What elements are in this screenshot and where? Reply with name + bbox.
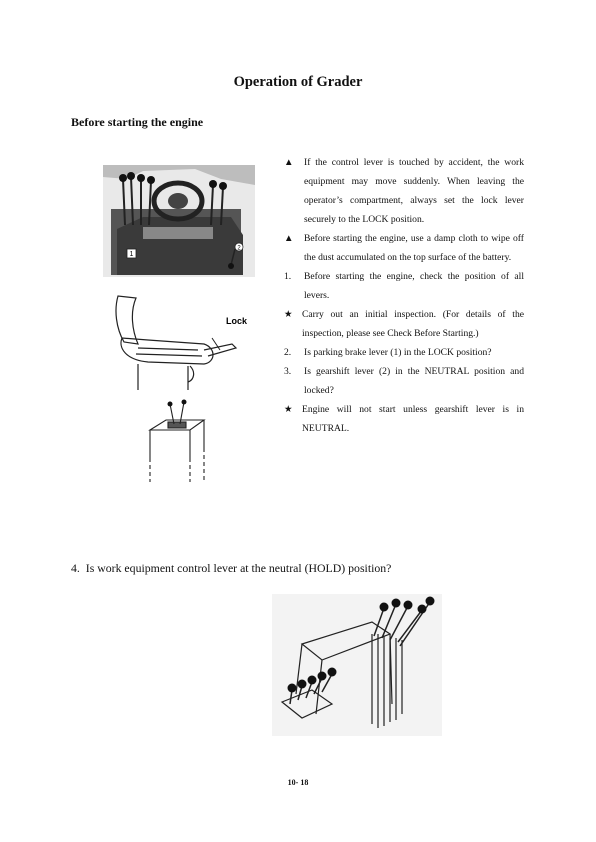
note-item: ★ Carry out an initial inspection. (For details of the inspection, please see Check Before Starting.)	[284, 305, 524, 343]
note-item: ★ Engine will not start unless gearshift lever is in NEUTRAL.	[284, 400, 524, 438]
seat-lock-figure	[108, 290, 258, 390]
control-levers-figure	[272, 594, 442, 736]
cab-callout-1: 1	[129, 251, 134, 258]
cab-interior-figure	[103, 165, 255, 277]
warning-triangle-icon: ▲	[284, 157, 294, 168]
cab-callout-2: 2	[237, 245, 241, 252]
warning-triangle-icon: ▲	[284, 233, 294, 244]
warning-item: ▲ If the control lever is touched by accident, the work equipment may move suddenly. When leaving the operator’s compartment, always set the lock lever securely to the LOCK position.	[284, 153, 524, 229]
gearshift-figure	[146, 398, 216, 482]
instruction-list	[284, 153, 524, 438]
warning-item: ▲ Before starting the engine, use a damp cloth to wipe off the dust accumulated on the top surface of the battery.	[284, 229, 524, 267]
question-4: 4. Is work equipment control lever at the neutral (HOLD) position?	[71, 561, 392, 575]
numbered-item: 2. Is parking brake lever (1) in the LOCK position?	[284, 347, 492, 358]
star-icon: ★	[284, 404, 293, 415]
numbered-item: 1. Before starting the engine, check the position of all levers.	[284, 271, 524, 301]
star-icon: ★	[284, 309, 293, 320]
numbered-item: 3. Is gearshift lever (2) in the NEUTRAL position and locked?	[284, 366, 524, 396]
lock-label: Lock	[226, 316, 248, 326]
section-heading: Before starting the engine	[71, 115, 204, 129]
page-number: 10- 18	[287, 778, 309, 787]
page-title: Operation of Grader	[233, 74, 363, 90]
